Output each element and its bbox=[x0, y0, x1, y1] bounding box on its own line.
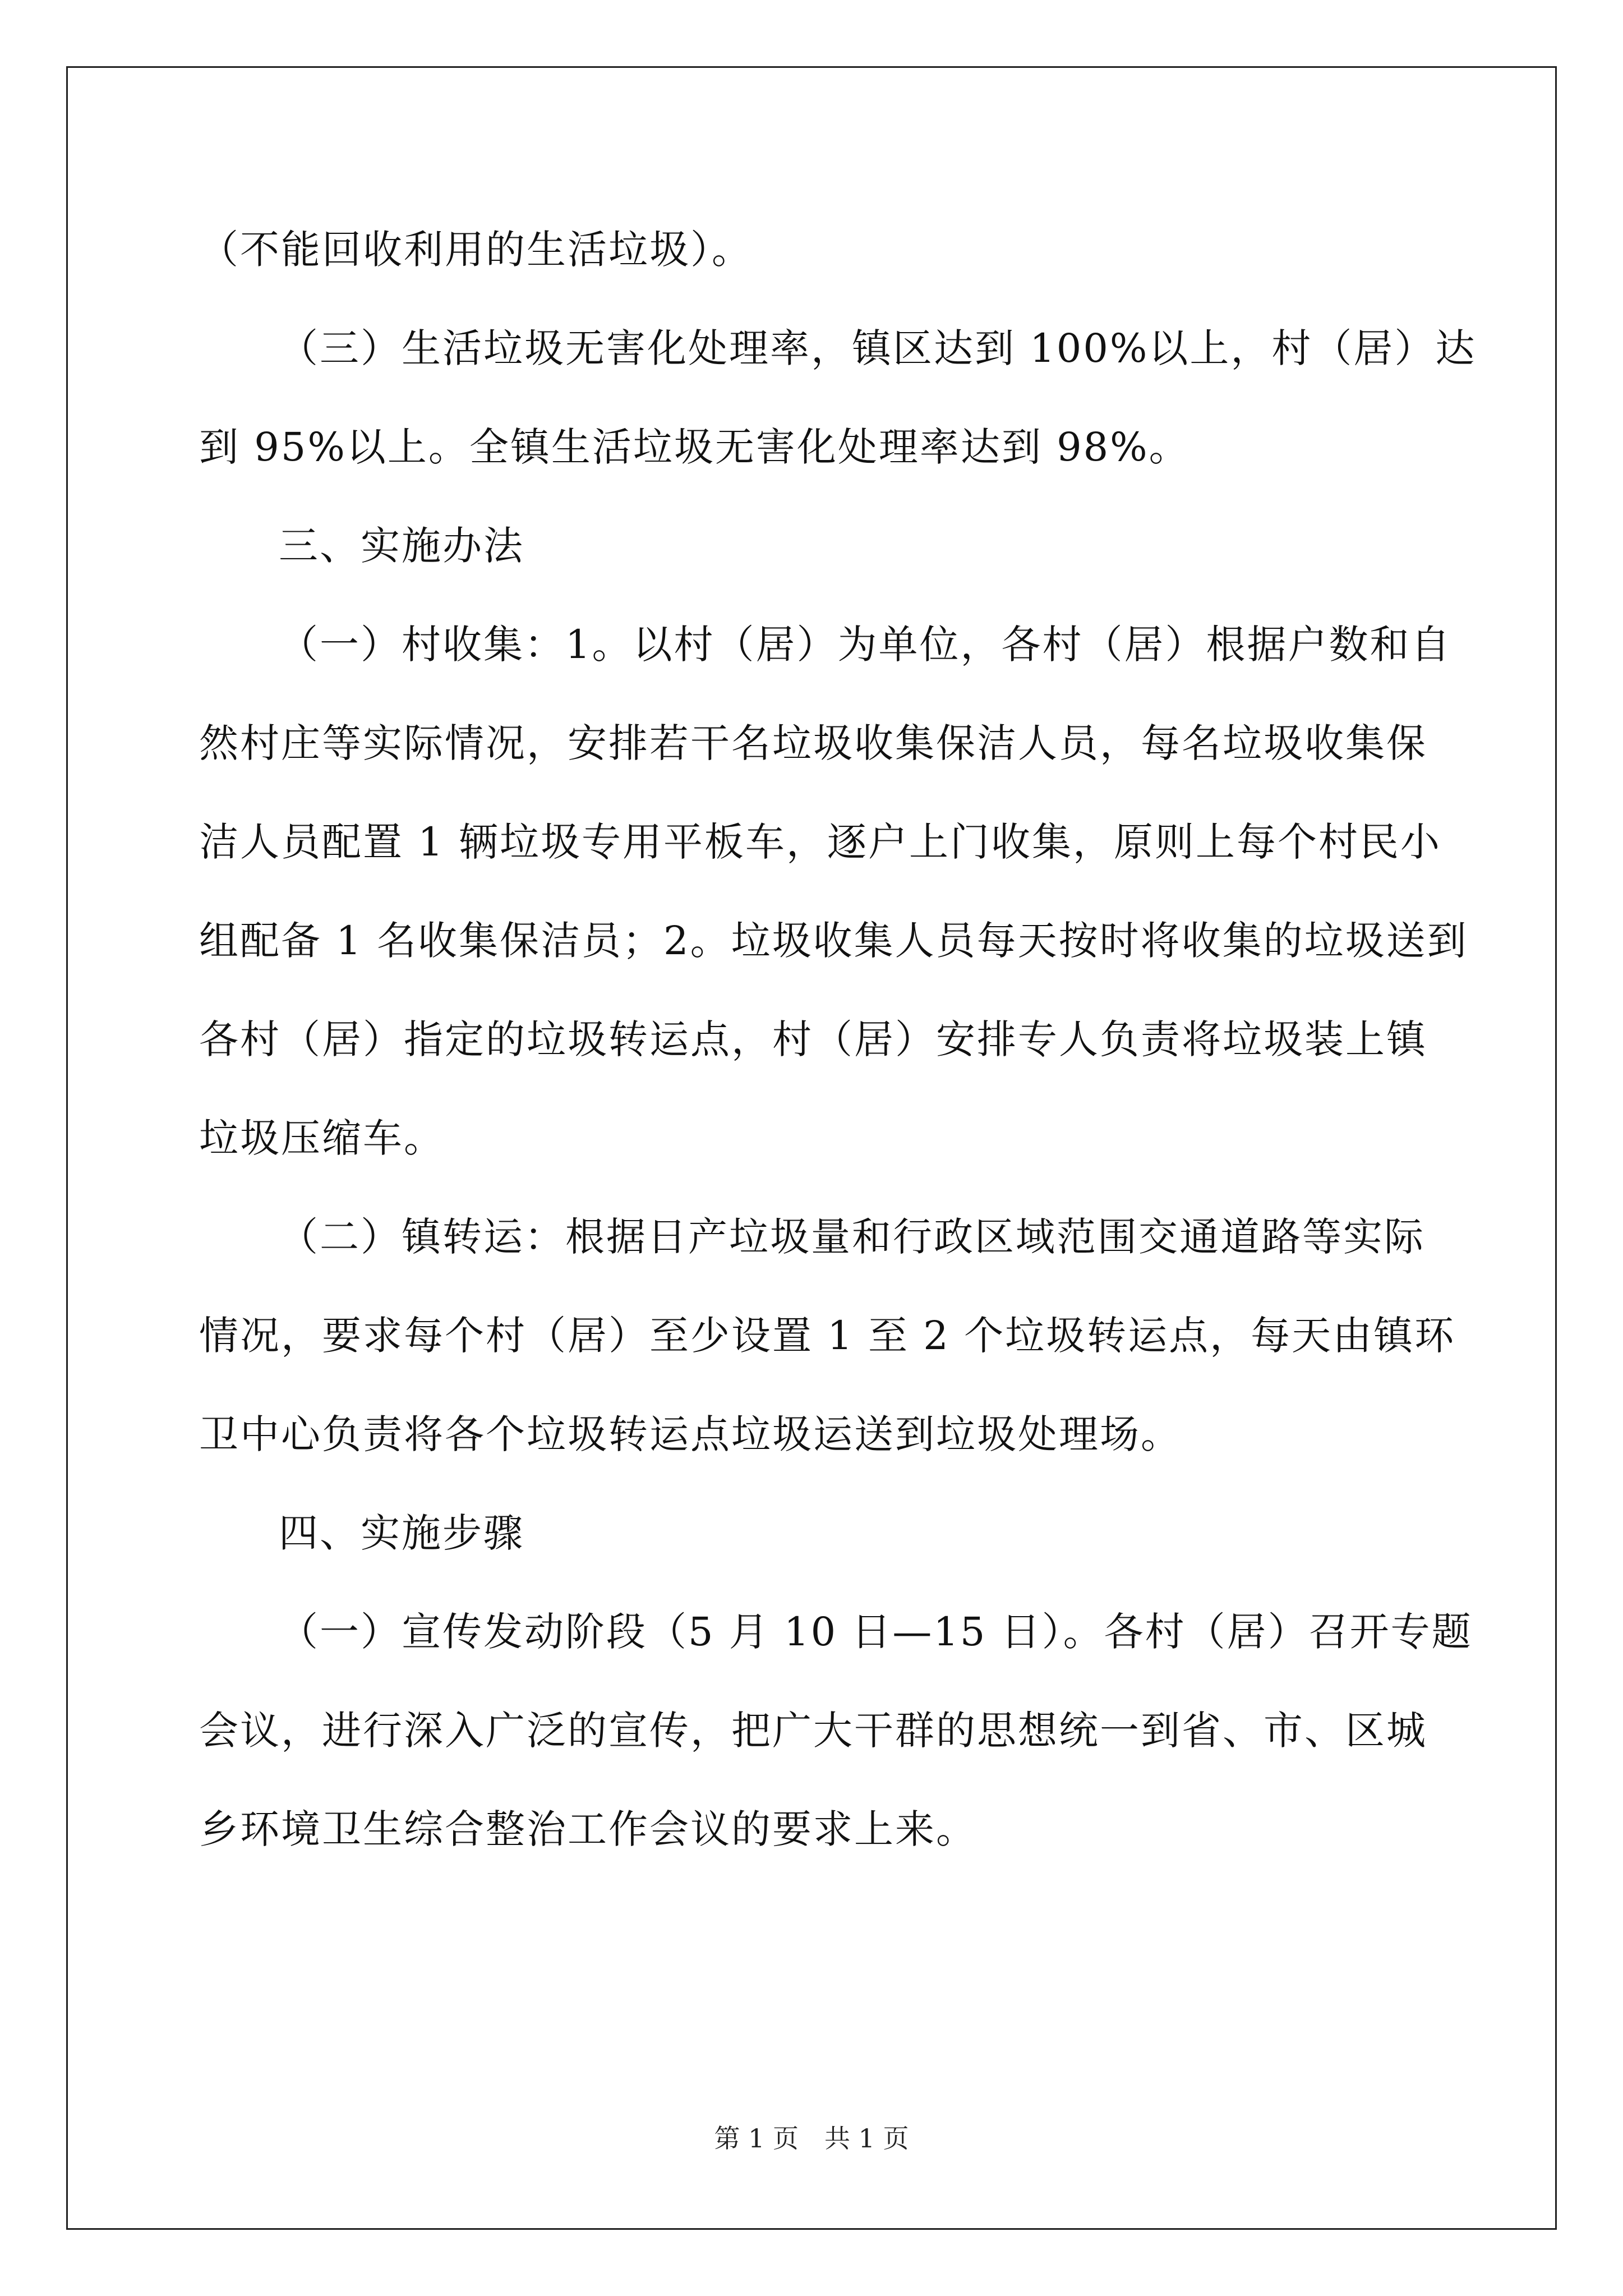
text-line: 垃圾压缩车。 bbox=[199, 1115, 445, 1161]
text-line: 到 95%以上。全镇生活垃圾无害化处理率达到 98%。 bbox=[199, 424, 1190, 470]
text-line: 会议，进行深入广泛的宣传，把广大干群的思想统一到省、市、区城 bbox=[199, 1708, 1427, 1754]
text-line: （不能回收利用的生活垃圾）。 bbox=[199, 227, 753, 273]
text-line: 乡环境卫生综合整治工作会议的要求上来。 bbox=[199, 1806, 977, 1852]
page-number: 第 1 页 共 1 页 bbox=[714, 2123, 909, 2154]
text-line: （二）镇转运：根据日产垃圾量和行政区域范围交通道路等实际 bbox=[279, 1214, 1425, 1260]
text-line: （一）村收集：1。以村（居）为单位，各村（居）根据户数和自 bbox=[279, 622, 1452, 668]
section-heading: 三、实施办法 bbox=[279, 523, 524, 569]
section-heading: 四、实施步骤 bbox=[279, 1510, 524, 1556]
document-body bbox=[199, 222, 1477, 1900]
text-line: 卫中心负责将各个垃圾转运点垃圾运送到垃圾处理场。 bbox=[199, 1411, 1182, 1457]
text-line: 然村庄等实际情况，安排若干名垃圾收集保洁人员，每名垃圾收集保 bbox=[199, 720, 1427, 766]
text-line: 各村（居）指定的垃圾转运点，村（居）安排专人负责将垃圾装上镇 bbox=[199, 1016, 1427, 1062]
text-line: 组配备 1 名收集保洁员；2。垃圾收集人员每天按时将收集的垃圾送到 bbox=[199, 918, 1468, 964]
text-line: 洁人员配置 1 辆垃圾专用平板车，逐户上门收集，原则上每个村民小 bbox=[199, 819, 1442, 865]
text-line: 情况，要求每个村（居）至少设置 1 至 2 个垃圾转运点，每天由镇环 bbox=[199, 1313, 1456, 1359]
text-line: （一）宣传发动阶段（5 月 10 日—15 日）。各村（居）召开专题 bbox=[279, 1609, 1473, 1655]
text-line: （三）生活垃圾无害化处理率，镇区达到 100%以上，村（居）达 bbox=[279, 325, 1477, 371]
